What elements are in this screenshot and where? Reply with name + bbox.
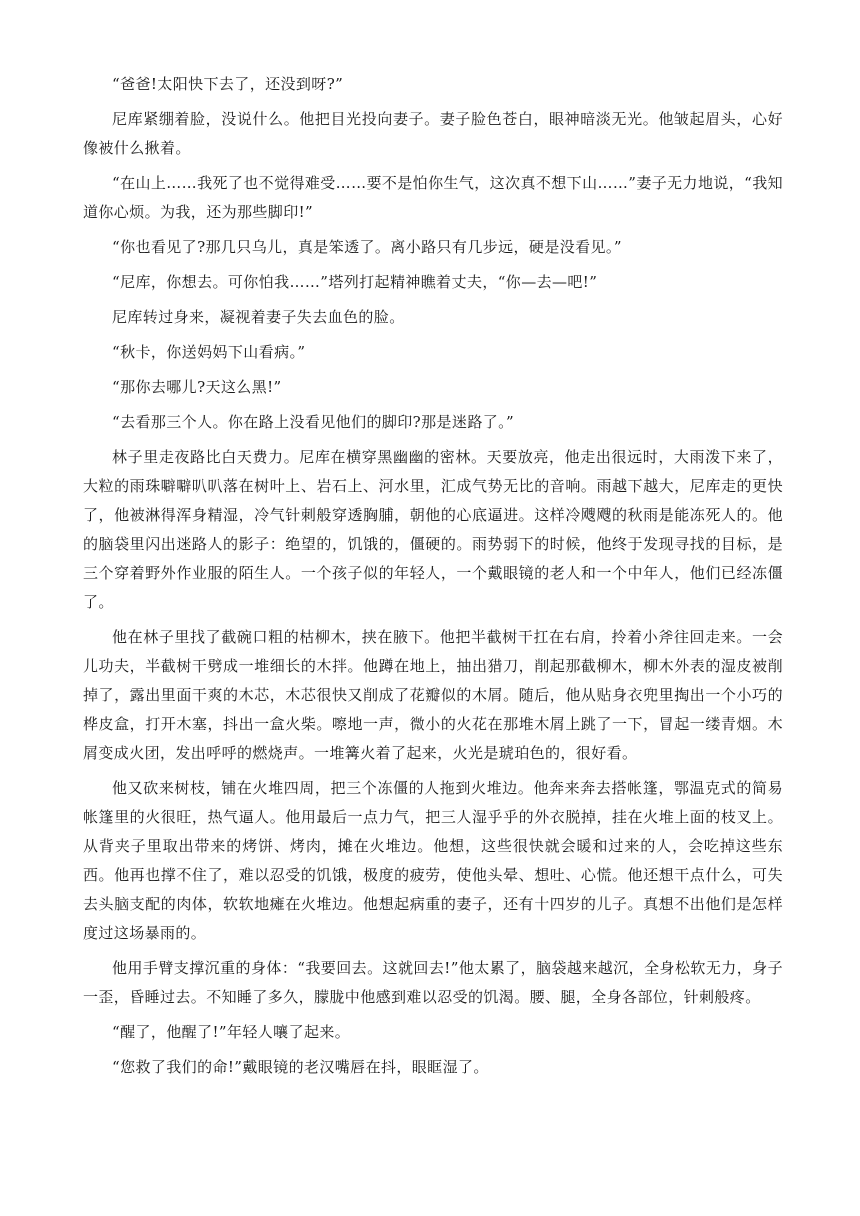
paragraph-10: 林子里走夜路比白天费力。尼库在横穿黑幽幽的密林。天要放亮，他走出很远时，大雨泼下来了，大粒的雨珠噼噼叭叭落在树叶上、岩石上、河水里，汇成气势无比的音响。雨越下越大，尼库走的更快了，他被淋得浑身精湿，冷气针刺般穿透胸脯，朝他的心底逼进。这样冷飕飕的秋雨是能冻死人的。他的脑袋里闪出迷路人的影子：绝望的，饥饿的，僵硬的。雨势弱下的时候，他终于发现寻找的目标，是三个穿着野外作业服的陌生人。一个孩子似的年轻人，一个戴眼镜的老人和一个中年人，他们已经冻僵了。	[83, 448, 783, 611]
paragraph-9: “去看那三个人。你在路上没看见他们的脚印?那是迷路了。”	[112, 413, 515, 431]
paragraph-2: 尼库紧绷着脸，没说什么。他把目光投向妻子。妻子脸色苍白，眼神暗淡无光。他皱起眉头，心好像被什么揪着。	[83, 110, 783, 157]
paragraph-4: “你也看见了?那几只乌儿，真是笨透了。离小路只有几步远，硬是没看见。”	[112, 238, 622, 256]
paragraph-3: “在山上……我死了也不觉得难受……要不是怕你生气，这次真不想下山……”妻子无力地说，“我知道你心烦。为我，还为那些脚印!”	[83, 174, 784, 221]
story-text	[83, 70, 783, 1088]
paragraph-1: “爸爸!太阳快下去了，还没到呀?”	[112, 75, 344, 93]
paragraph-5: “尼库，你想去。可你怕我……”塔列打起精神瞧着丈夫，“你—去—吧!”	[112, 273, 598, 291]
paragraph-11: 他在林子里找了截碗口粗的枯柳木，挟在腋下。他把半截树干扛在右肩，拎着小斧往回走来。一会儿功夫，半截树干劈成一堆细长的木拌。他蹲在地上，抽出猎刀，削起那截柳木，柳木外表的湿皮被削掉了，露出里面干爽的木芯，木芯很快又削成了花瓣似的木屑。随后，他从贴身衣兜里掏出一个小巧的桦皮盒，打开木塞，抖出一盒火柴。嚓地一声，微小的火花在那堆木屑上跳了一下，冒起一缕青烟。木屑变成火团，发出呼呼的燃烧声。一堆篝火着了起来，火光是琥珀色的，很好看。	[83, 628, 783, 762]
paragraph-6: 尼库转过身来，凝视着妻子失去血色的脸。	[112, 308, 405, 326]
paragraph-7: “秋卡，你送妈妈下山看病。”	[112, 343, 306, 361]
paragraph-12: 他又砍来树枝，铺在火堆四周，把三个冻僵的人拖到火堆边。他奔来奔去搭帐篷，鄂温克式的简易帐篷里的火很旺，热气逼人。他用最后一点力气，把三人湿乎乎的外衣脱掉，挂在火堆上面的枝叉上。从背夹子里取出带来的烤饼、烤肉，摊在火堆边。他想，这些很快就会暖和过来的人，会吃掉这些东西。他再也撑不住了，难以忍受的饥饿，极度的疲劳，使他头晕、想吐、心慌。他还想干点什么，可失去头脑支配的肉体，软软地瘫在火堆边。他想起病重的妻子，还有十四岁的儿子。真想不出他们是怎样度过这场暴雨的。	[83, 779, 783, 942]
paragraph-15: “您救了我们的命!”戴眼镜的老汉嘴唇在抖，眼眶湿了。	[112, 1058, 489, 1076]
paragraph-8: “那你去哪儿?天这么黑!”	[112, 378, 282, 396]
paragraph-13: 他用手臂支撑沉重的身体：“我要回去。这就回去!”他太累了，脑袋越来越沉，全身松软无力，身子一歪，昏睡过去。不知睡了多久，朦胧中他感到难以忍受的饥渴。腰、腿，全身各部位，针刺般疼。	[83, 959, 783, 1006]
paragraph-14: “醒了，他醒了!”年轻人嚷了起来。	[112, 1023, 351, 1041]
